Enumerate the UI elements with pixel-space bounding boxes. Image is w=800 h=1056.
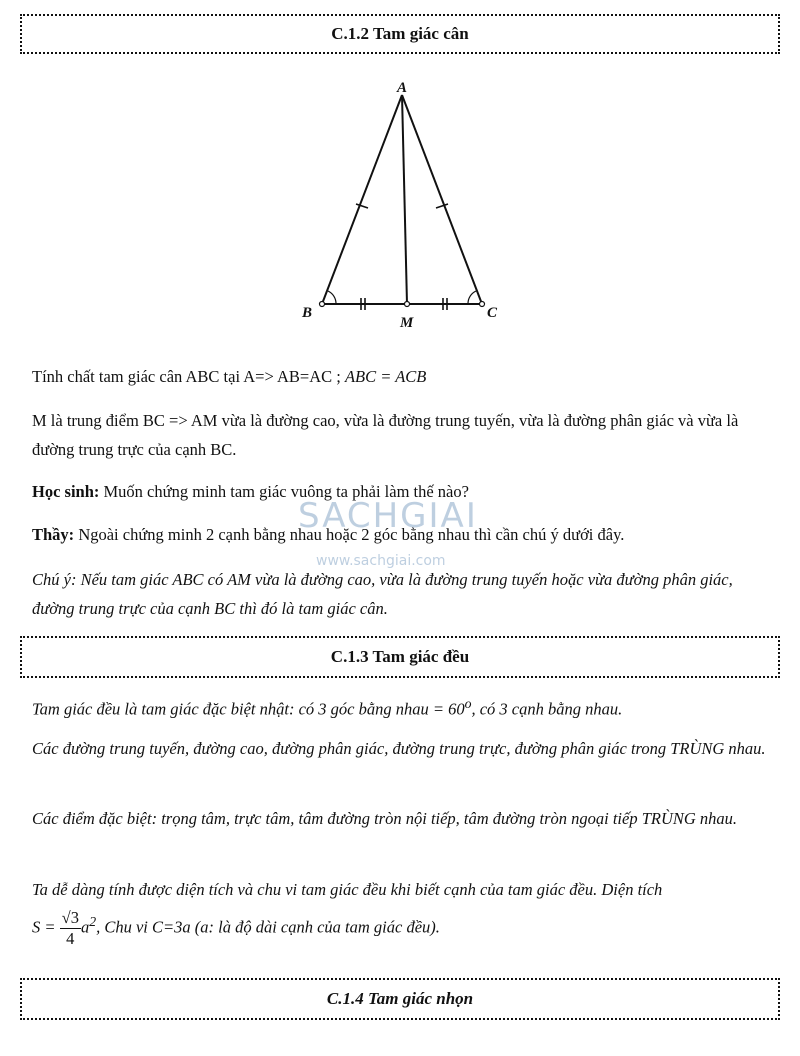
equilateral-formula: S = $\frac{√3}{4}$ $a^2$, Chu vi C=3a (a: là độ dài cạnh của tam giác đều).	[32, 908, 440, 948]
watermark-logo: SACHGIAI	[298, 496, 478, 536]
teacher-answer: Thầy: Ngoài chứng minh 2 cạnh bằng nhau hoặc 2 góc bằng nhau thì cần chú ý dưới đây.	[32, 525, 625, 544]
vertex-label-b: B	[302, 305, 313, 321]
note-paragraph: Chú ý: Nếu tam giác ABC có AM vừa là đường cao, vừa là đường trung tuyến hoặc vừa đường phân giác, đường trung trực của cạnh BC thì đó là tam giác cân.	[32, 570, 733, 618]
point-b	[320, 302, 325, 307]
section-title: C.1.4 Tam giác nhọn	[326, 989, 474, 1008]
teacher-label: Thầy:	[32, 525, 75, 544]
watermark-url: www.sachgiai.com	[316, 553, 446, 569]
section-header-equilateral	[20, 636, 780, 678]
equilateral-lines: Các đường trung tuyến, đường cao, đường phân giác, đường trung trực, đường phân giác trong TRÙNG nhau.	[32, 739, 766, 758]
section-title: C.1.3 Tam giác đều	[330, 647, 470, 666]
tick-ac	[436, 204, 448, 208]
midpoint-paragraph: M là trung điểm BC => AM vừa là đường cao, vừa là đường trung tuyến, vừa là đường phân giác và vừa là đường trung trực của cạnh BC.	[32, 411, 739, 459]
vertex-label-a: A	[397, 80, 408, 96]
point-c	[480, 302, 485, 307]
section-title: C.1.2 Tam giác cân	[331, 24, 469, 43]
equilateral-points: Các điểm đặc biệt: trọng tâm, trực tâm, tâm đường tròn nội tiếp, tâm đường tròn ngoại tiếp TRÙNG nhau.	[32, 809, 738, 828]
property-paragraph: Tính chất tam giác cân ABC tại A=> AB=AC ; ABC = ACB	[32, 367, 427, 386]
angle-equality: ABC = ACB	[344, 367, 427, 386]
student-label: Học sinh:	[32, 482, 100, 501]
angle-mark-c	[468, 291, 476, 304]
equilateral-area-intro: Ta dễ dàng tính được diện tích và chu vi tam giác đều khi biết cạnh của tam giác đều. Diện tích	[32, 880, 663, 899]
point-m	[405, 302, 410, 307]
side-ac	[402, 95, 482, 304]
tick-ab	[356, 204, 368, 208]
angle-mark-b	[328, 291, 336, 304]
segment-am	[402, 95, 407, 304]
side-ab	[322, 95, 402, 304]
point-label-m: M	[400, 315, 414, 331]
section-header-isosceles	[20, 14, 780, 54]
student-question: Học sinh: Muốn chứng minh tam giác vuông ta phải làm thế nào?	[32, 482, 469, 501]
isosceles-triangle-figure	[290, 75, 520, 335]
vertex-label-c: C	[487, 305, 498, 321]
fraction-sqrt3-over-4: $\frac{√3}{4}$	[61, 908, 79, 948]
section-header-acute	[20, 978, 780, 1020]
equilateral-definition: Tam giác đều là tam giác đặc biệt nhật: có 3 góc bằng nhau = $60^o$, có 3 cạnh bằng nhau.	[32, 696, 623, 719]
